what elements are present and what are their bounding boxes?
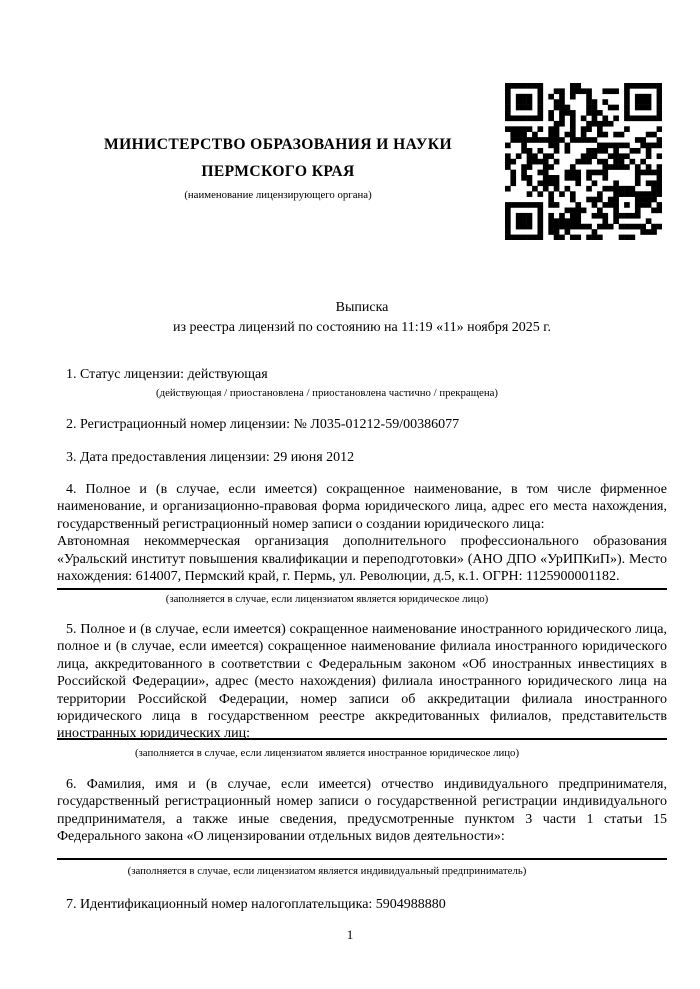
taxpayer-number-text: 7. Идентификационный номер налогоплательщика: 5904988880 (66, 897, 446, 912)
legal-entity-label: 4. Полное и (в случае, если имеется) сокращенное наименование, в том числе фирменное наименование, и организационно-правовая форма юридического лица, адрес его места нахождения, государственный регистрационный номер записи о создании юридического лица: (57, 482, 667, 532)
item-taxpayer-number (57, 896, 667, 913)
page-number: 1 (346, 927, 354, 942)
foreign-entity-label: 5. Полное и (в случае, если имеется) сокращенное наименование иностранного юридического лица, полное и (в случае, если имеется) сокращенное наименование филиала иностранного юридического лица, аккредитованного в соответствии с Федеральным законом «Об иностранных инвестициях в Российской Федерации», адрес (место нахождения) филиала иностранного юридического лица на территории Российской Федерации, номер записи об аккредитации филиала иностранного юридического лица в государственном реестре аккредитованных филиалов, представительств иностранных юридических лиц: (57, 622, 667, 742)
divider-line (57, 588, 667, 590)
item-legal-entity (57, 481, 667, 585)
document-title-line2: из реестра лицензий по состоянию на 11:19 «11» ноября 2025 г. (173, 320, 551, 335)
individual-entrepreneur-label: 6. Фамилия, имя и (в случае, если имеется) отчество индивидуального предпринимателя, государственный регистрационный номер записи о государственной регистрации индивидуального предпринимателя, а также иные сведения, предусмотренные пунктом 3 части 1 статьи 15 Федерального закона «О лицензировании отдельных видов деятельности»: (57, 777, 667, 845)
ministry-name-line2: ПЕРМСКОГО КРАЯ (201, 163, 355, 180)
legal-entity-value: Автономная некоммерческая организация дополнительного профессионального образования «Уральский институт повышения квалификации и переподготовки» (АНО ДПО «УрИПКиП»). Место нахождения: 614007, Пермский край, г. Пермь, ул. Революции, д.5, к.1. ОГРН: 1125900001182. (57, 534, 667, 585)
registration-number-text: 2. Регистрационный номер лицензии: № Л035-01212-59/00386077 (66, 417, 460, 432)
item-foreign-entity (57, 621, 667, 743)
license-status-text: 1. Статус лицензии: действующая (66, 367, 268, 382)
item-registration-number (57, 416, 667, 433)
ministry-name-line1: МИНИСТЕРСТВО ОБРАЗОВАНИЯ И НАУКИ (103, 136, 452, 153)
ministry-header (57, 131, 499, 202)
ministry-caption: (наименование лицензирующего органа) (184, 189, 372, 201)
divider-line (57, 738, 667, 740)
document-title (57, 298, 667, 338)
qr-code-icon (505, 83, 662, 240)
item-license-date (57, 449, 667, 466)
document-title-line1: Выписка (335, 300, 389, 315)
foreign-entity-caption: (заполняется в случае, если лицензиатом является иностранное юридическое лицо) (134, 747, 520, 759)
individual-entrepreneur-caption: (заполняется в случае, если лицензиатом является индивидуальный предприниматель) (127, 865, 527, 877)
license-status-caption: (действующая / приостановлена / приостановлена частично / прекращена) (156, 387, 498, 399)
legal-entity-caption: (заполняется в случае, если лицензиатом является юридическое лицо) (165, 593, 489, 605)
license-date-text: 3. Дата предоставления лицензии: 29 июня 2012 (66, 450, 355, 465)
item-individual-entrepreneur (57, 776, 667, 846)
item-license-status (57, 366, 667, 383)
divider-line (57, 858, 667, 860)
